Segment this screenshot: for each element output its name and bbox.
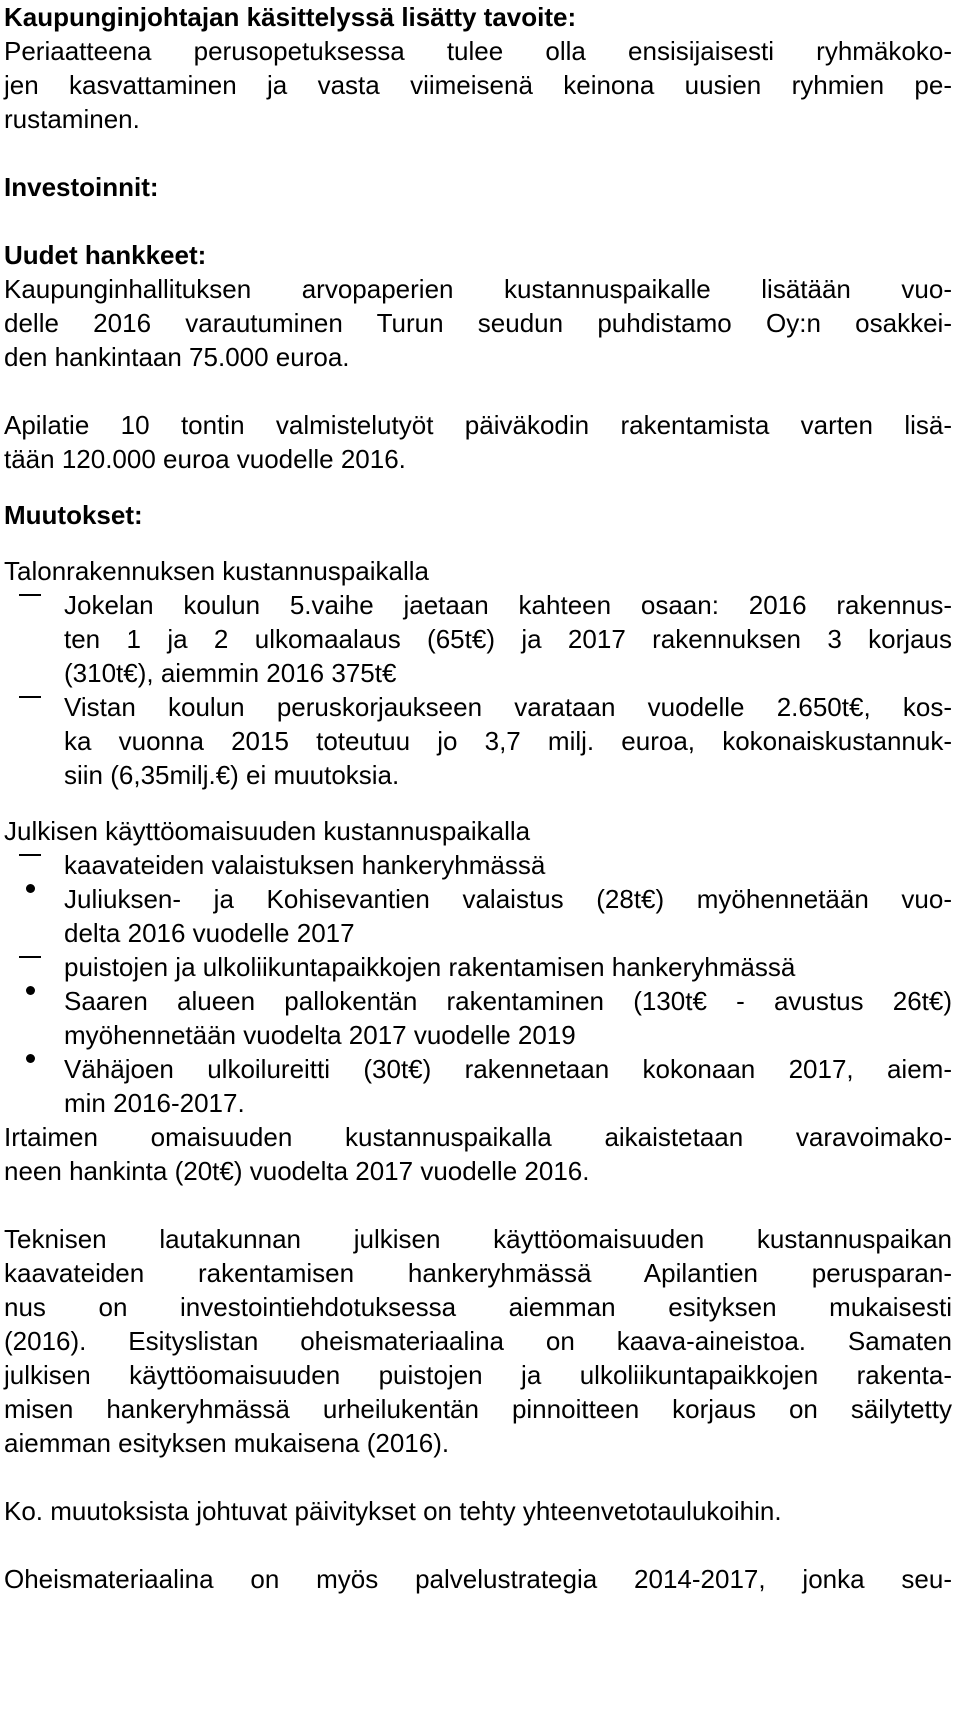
- dash-marker: [10, 690, 50, 708]
- text-line: aiemman esityksen mukaisena (2016).: [4, 1428, 450, 1458]
- heading-muutokset: Muutokset:: [4, 500, 143, 530]
- text-line: rustaminen.: [4, 104, 140, 134]
- subheading-uudet-hankkeet: Uudet hankkeet:: [4, 240, 207, 270]
- list-item: [4, 848, 952, 882]
- text-line: kaavateiden rakentamisen hankeryhmässä Apilantien perusparan-: [4, 1258, 952, 1288]
- section-investoinnit: [4, 170, 952, 476]
- list-item: [4, 882, 952, 950]
- text-line: puistojen ja ulkoliikuntapaikkojen rakentamisen hankeryhmässä: [64, 952, 796, 982]
- list-item: [4, 950, 952, 984]
- section-tavoite: [4, 0, 952, 136]
- julkinen-title: Julkisen käyttöomaisuuden kustannuspaikalla: [4, 816, 531, 846]
- bullet-marker: [10, 984, 50, 1002]
- talonrakennus-title: Talonrakennuksen kustannuspaikalla: [4, 556, 429, 586]
- text-line: kaavateiden valaistuksen hankeryhmässä: [64, 850, 546, 880]
- list-item: [4, 690, 952, 792]
- text-line: jen kasvattaminen ja vasta viimeisenä keinona uusien ryhmien pe-: [4, 70, 952, 100]
- text-line: siin (6,35milj.€) ei muutoksia.: [64, 760, 400, 790]
- section-tekninen-lautakunta: [4, 1222, 952, 1460]
- text-line: Periaatteena perusopetuksessa tulee olla ensisijaisesti ryhmäkoko-: [4, 36, 952, 66]
- bullet-marker: [10, 1052, 50, 1070]
- heading-investoinnit: Investoinnit:: [4, 172, 159, 202]
- list-item: [4, 588, 952, 690]
- text-line: myöhennetään vuodelta 2017 vuodelle 2019: [64, 1020, 576, 1050]
- text-line: delle 2016 varautuminen Turun seudun puhdistamo Oy:n osakkei-: [4, 308, 952, 338]
- text-line: Teknisen lautakunnan julkisen käyttöomaisuuden kustannuspaikan: [4, 1224, 952, 1254]
- text-line: (310t€), aiemmin 2016 375t€: [64, 658, 397, 688]
- text-line: nus on investointiehdotuksessa aiemman esityksen mukaisesti: [4, 1292, 952, 1322]
- text-line: den hankintaan 75.000 euroa.: [4, 342, 350, 372]
- dash-marker: [10, 950, 50, 968]
- text-line: tään 120.000 euroa vuodelle 2016.: [4, 444, 406, 474]
- bullet-marker: [10, 882, 50, 900]
- text-line: Apilatie 10 tontin valmistelutyöt päiväkodin rakentamista varten lisä-: [4, 410, 952, 440]
- text-line: (2016). Esityslistan oheismateriaalina on kaava-aineistoa. Samaten: [4, 1326, 952, 1356]
- list-item: [4, 1052, 952, 1120]
- text-line: ka vuonna 2015 toteutuu jo 3,7 milj. euroa, kokonaiskustannuk-: [64, 726, 952, 756]
- text-line: Kaupunginhallituksen arvopaperien kustannuspaikalle lisätään vuo-: [4, 274, 952, 304]
- text-line: Oheismateriaalina on myös palvelustrategia 2014-2017, jonka seu-: [4, 1564, 952, 1594]
- text-line: Juliuksen- ja Kohisevantien valaistus (28t€) myöhennetään vuo-: [64, 884, 952, 914]
- text-line: Jokelan koulun 5.vaihe jaetaan kahteen osaan: 2016 rakennus-: [64, 590, 952, 620]
- text-line: ten 1 ja 2 ulkomaalaus (65t€) ja 2017 rakennuksen 3 korjaus: [64, 624, 952, 654]
- list-item: [4, 984, 952, 1052]
- text-line: min 2016-2017.: [64, 1088, 245, 1118]
- section-muutokset: [4, 498, 952, 1188]
- text-line: delta 2016 vuodelle 2017: [64, 918, 355, 948]
- heading-tavoite: Kaupunginjohtajan käsittelyssä lisätty tavoite:: [4, 2, 577, 32]
- text-line: Vähäjoen ulkoilureitti (30t€) rakennetaan kokonaan 2017, aiem-: [64, 1054, 952, 1084]
- text-line: Vistan koulun peruskorjaukseen varataan vuodelle 2.650t€, kos-: [64, 692, 952, 722]
- text-line: misen hankeryhmässä urheilukentän pinnoitteen korjaus on säilytetty: [4, 1394, 952, 1424]
- document-page: [4, 0, 952, 1596]
- text-line: neen hankinta (20t€) vuodelta 2017 vuodelle 2016.: [4, 1156, 590, 1186]
- text-line: Irtaimen omaisuuden kustannuspaikalla aikaistetaan varavoimako-: [4, 1122, 952, 1152]
- text-line: Saaren alueen pallokentän rakentaminen (130t€ - avustus 26t€): [64, 986, 952, 1016]
- text-line: Ko. muutoksista johtuvat päivitykset on tehty yhteenvetotaulukoihin.: [4, 1496, 782, 1526]
- dash-marker: [10, 848, 50, 866]
- dash-marker: [10, 588, 50, 606]
- text-line: julkisen käyttöomaisuuden puistojen ja ulkoliikuntapaikkojen rakenta-: [4, 1360, 952, 1390]
